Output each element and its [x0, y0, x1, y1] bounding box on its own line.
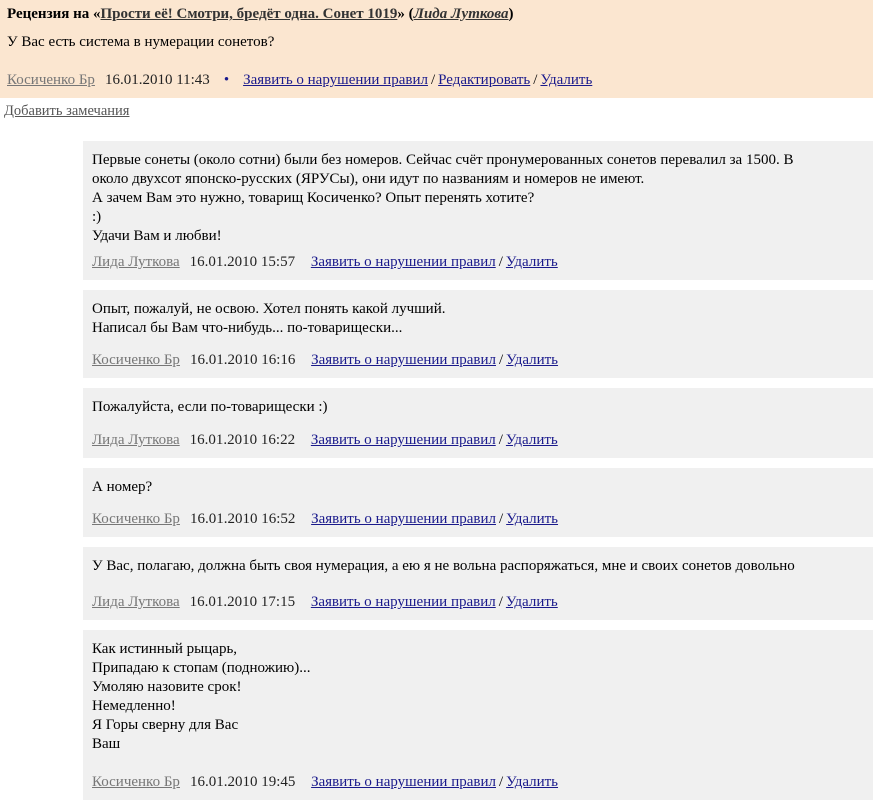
reply-author-link[interactable]: Лида Луткова: [92, 594, 180, 610]
delete-link[interactable]: Удалить: [506, 511, 559, 527]
reply-item: [83, 468, 873, 537]
reply-meta: [92, 432, 558, 449]
link-separator: /: [498, 594, 503, 610]
reply-date: 16.01.2010 17:15: [189, 594, 296, 610]
reply-date: 16.01.2010 16:16: [189, 352, 296, 368]
reply-author-link[interactable]: Лида Луткова: [92, 254, 180, 270]
reply-text: Пожалуйста, если по-товарищески :): [92, 399, 328, 415]
link-separator: /: [499, 511, 504, 527]
review-date: 16.01.2010 11:43: [104, 72, 210, 88]
review-meta: [7, 72, 592, 89]
review-header: [7, 6, 514, 23]
reply-date: 16.01.2010 16:22: [189, 432, 296, 448]
link-separator: /: [498, 254, 503, 270]
paren-open: (: [408, 6, 414, 22]
reply-meta: [92, 511, 558, 528]
link-separator: /: [533, 72, 538, 88]
reply-meta: [92, 254, 558, 271]
delete-link[interactable]: Удалить: [506, 774, 559, 790]
add-remarks-link[interactable]: Добавить замечания: [4, 103, 130, 119]
review-author-link[interactable]: Косиченко Бр: [7, 72, 95, 88]
report-violation-link[interactable]: Заявить о нарушении правил: [310, 254, 496, 270]
report-violation-link[interactable]: Заявить о нарушении правил: [310, 432, 496, 448]
reply-text: Первые сонеты (около сотни) были без номеров. Сейчас счёт пронумерованных сонетов перевалил за 1500. В около двухсот японско-русских (ЯРУСы), они идут по названиям и номеров не имеют. А зачем Вам это нужно, товарищ Косиченко? Опыт перенять хотите? :) Удачи Вам и любви!: [92, 152, 794, 244]
reply-text: Как истинный рыцарь, Припадаю к стопам (подножию)... Умоляю назовите срок! Немедленно! Я Горы сверну для Вас Ваш: [92, 641, 311, 752]
reply-author-link[interactable]: Косиченко Бр: [92, 511, 180, 527]
reply-meta: [92, 594, 558, 611]
quote-open: «: [93, 6, 101, 22]
bullet-separator: •: [223, 72, 230, 88]
reply-item: [83, 141, 873, 280]
review-title-prefix: Рецензия на: [7, 6, 90, 22]
review-text: У Вас есть система в нумерации сонетов?: [7, 34, 275, 50]
delete-link[interactable]: Удалить: [505, 432, 558, 448]
reply-date: 16.01.2010 19:45: [189, 774, 296, 790]
link-separator: /: [430, 72, 436, 88]
delete-link[interactable]: Удалить: [505, 254, 558, 270]
delete-link[interactable]: Удалить: [506, 352, 559, 368]
reply-author-link[interactable]: Косиченко Бр: [92, 774, 180, 790]
reply-thread: [83, 141, 873, 810]
reply-date: 16.01.2010 15:57: [189, 254, 296, 270]
report-violation-link[interactable]: Заявить о нарушении правил: [243, 72, 428, 88]
reply-item: [83, 547, 873, 620]
reply-author-link[interactable]: Лида Луткова: [92, 432, 180, 448]
poem-title-link[interactable]: Прости её! Смотри, бредёт одна. Сонет 1019: [100, 6, 398, 22]
reply-text: А номер?: [92, 479, 153, 495]
reply-text: У Вас, полагаю, должна быть своя нумерация, а ею я не вольна распоряжаться, мне и своих сонетов довольно: [92, 558, 795, 574]
reply-meta: [92, 774, 558, 791]
reply-item: [83, 290, 873, 378]
paren-close: ): [508, 6, 514, 22]
reply-text: Опыт, пожалуй, не освою. Хотел понять какой лучший. Написал бы Вам что-нибудь... по-товарищески...: [92, 301, 446, 336]
link-separator: /: [499, 774, 504, 790]
reply-date: 16.01.2010 16:52: [189, 511, 296, 527]
reply-author-link[interactable]: Косиченко Бр: [92, 352, 180, 368]
link-separator: /: [499, 352, 504, 368]
report-violation-link[interactable]: Заявить о нарушении правил: [311, 352, 496, 368]
quote-close: »: [397, 6, 405, 22]
report-violation-link[interactable]: Заявить о нарушении правил: [311, 511, 496, 527]
poem-author-link[interactable]: Лида Луткова: [413, 6, 509, 22]
edit-link[interactable]: Редактировать: [438, 72, 531, 88]
delete-link[interactable]: Удалить: [540, 72, 593, 88]
reply-item: [83, 388, 873, 458]
review-block: [0, 0, 873, 98]
report-violation-link[interactable]: Заявить о нарушении правил: [311, 774, 496, 790]
delete-link[interactable]: Удалить: [505, 594, 558, 610]
report-violation-link[interactable]: Заявить о нарушении правил: [310, 594, 496, 610]
link-separator: /: [498, 432, 503, 448]
reply-meta: [92, 352, 558, 369]
